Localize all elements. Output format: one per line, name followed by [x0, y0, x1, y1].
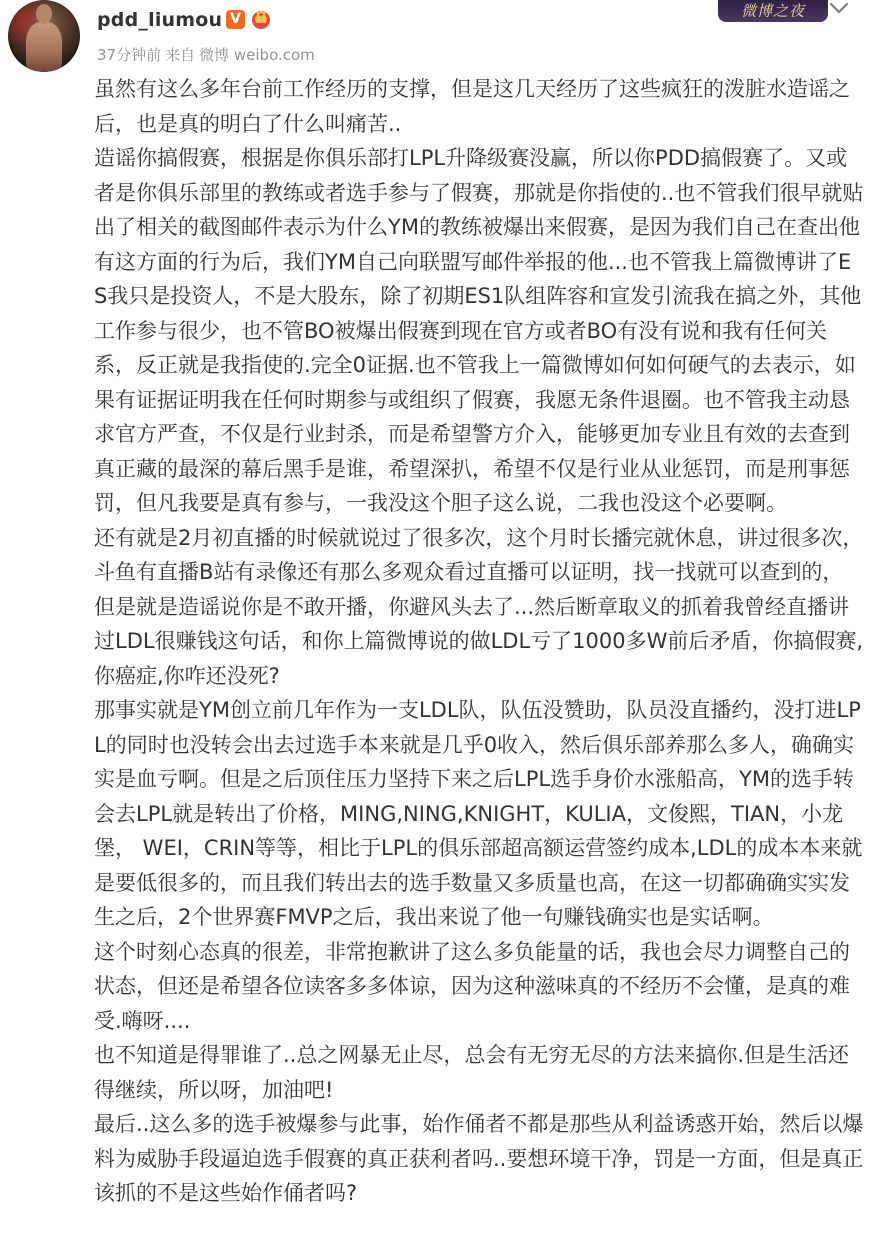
post-body [94, 72, 864, 1211]
chevron-down-icon[interactable] [826, 0, 852, 20]
post-meta [97, 44, 319, 65]
author-username[interactable]: pdd_liumou [97, 9, 223, 31]
post-paragraph: 虽然有这么多年台前工作经历的支撑，但是这几天经历了这些疯狂的泼脏水造谣之后，也是真的明白了什么叫痛苦.. [94, 77, 850, 136]
post-source[interactable]: 微博 weibo.com [199, 46, 315, 64]
post-time: 37分钟前 [97, 46, 162, 64]
post-paragraph: 也不知道是得罪谁了..总之网暴无止尽，总会有无穷无尽的方法来搞你.但是生活还得继续，所以呀，加油吧! [94, 1043, 850, 1102]
post-paragraph: 最后..这么多的选手被爆参与此事，始作俑者不都是那些从利益诱惑开始，然后以爆料为威胁手段逼迫选手假赛的真正获利者吗..要想环境干净，罚是一方面，但是真正该抓的不是这些始作俑者吗? [94, 1112, 864, 1205]
post-header [0, 0, 869, 78]
verified-icon: V [226, 10, 245, 29]
post-paragraph: 这个时刻心态真的很差，非常抱歉讲了这么多负能量的话，我也会尽力调整自己的状态，但还是希望各位读客多多体谅，因为这种滋味真的不经历不会懂，是真的难受.嗨呀.... [94, 939, 850, 1033]
source-prefix: 来自 [165, 46, 196, 64]
event-banner[interactable]: 微博之夜 [718, 0, 828, 22]
post-paragraph: 还有就是2月初直播的时候就说过了很多次，这个月时长播完就休息，讲过很多次，斗鱼有直播B站有录像还有那么多观众看过直播可以证明，找一找就可以查到的，但是就是造谣说你是不敢开播，你避风头去了...然后断章取义的抓着我曾经直播讲过LDL很赚钱这句话，和你上篇微博说的做LDL亏了1000多W前后矛盾，你搞假赛,你癌症,你咋还没死? [94, 525, 864, 688]
crown-badge-icon [250, 8, 272, 30]
post-paragraph: 造谣你搞假赛，根据是你俱乐部打LPL升降级赛没赢，所以你PDD搞假赛了。又或者是你俱乐部里的教练或者选手参与了假赛，那就是你指使的..也不管我们很早就贴出了相关的截图邮件表示为什么YM的教练被爆出来假赛，是因为我们自己在查出他有这方面的行为后，我们YM自己向联盟写邮件举报的他...也不管我上篇微博讲了ES我只是投资人，不是大股东，除了初期ES1队组阵容和宣发引流我在搞之外，其他工作参与很少，也不管BO被爆出假赛到现在官方或者BO有没有说和我有任何关系，反正就是我指使的.完全0证据.也不管我上一篇微博如何如何硬气的去表示，如果有证据证明我在任何时期参与或组织了假赛，我愿无条件退圈。也不管我主动恳求官方严查，不仅是行业封杀，而是希望警方介入，能够更加专业且有效的去查到真正藏的最深的幕后黑手是谁，希望深扒，希望不仅是行业从业惩罚，而是刑事惩罚，但凡我要是真有参与，一我没这个胆子这么说，二我也没这个必要啊。 [94, 146, 864, 515]
post-paragraph: 那事实就是YM创立前几年作为一支LDL队，队伍没赞助，队员没直播约，没打进LPL的同时也没转会出去过选手本来就是几乎0收入，然后俱乐部养那么多人，确确实实是血亏啊。但是之后顶住压力坚持下来之后LPL选手身价水涨船高，YM的选手转会去LPL就是转出了价格，MING,NING,KNIGHT，KULIA，文俊熙，TIAN，小龙堡， WEI，CRIN等等，相比于LPL的俱乐部超高额运营签约成本,LDL的成本本来就是要低很多的，而且我们转出去的选手数量又多质量也高，在这一切都确确实实发生之后，2个世界赛FMVP之后，我出来说了他一句赚钱确实也是实话啊。 [94, 698, 863, 929]
avatar[interactable] [8, 0, 80, 72]
